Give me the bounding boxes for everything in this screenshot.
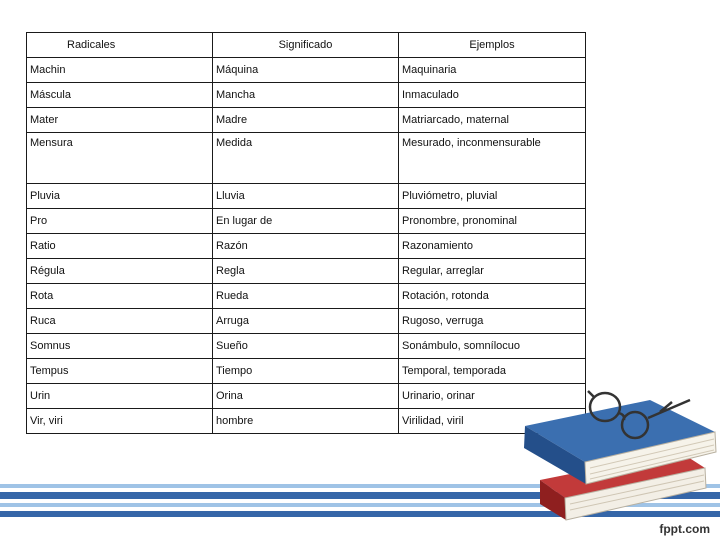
- books-with-glasses-icon: [500, 380, 720, 530]
- cell-ejemplos: Virilidad, viril: [399, 409, 586, 434]
- cell-ejemplos: Razonamiento: [399, 234, 586, 259]
- cell-ejemplos: Mesurado, inconmensurable: [399, 133, 586, 184]
- cell-significado: Regla: [213, 259, 399, 284]
- cell-radical: Machin: [27, 58, 213, 83]
- cell-radical: Tempus: [27, 359, 213, 384]
- cell-significado: Mancha: [213, 83, 399, 108]
- cell-ejemplos: Rugoso, verruga: [399, 309, 586, 334]
- table-header-row: [27, 33, 586, 58]
- cell-radical: Régula: [27, 259, 213, 284]
- cell-significado: Razón: [213, 234, 399, 259]
- cell-radical: Pro: [27, 209, 213, 234]
- cell-ejemplos: Urinario, orinar: [399, 384, 586, 409]
- cell-significado: Orina: [213, 384, 399, 409]
- cell-ejemplos: Rotación, rotonda: [399, 284, 586, 309]
- cell-ejemplos: Pronombre, pronominal: [399, 209, 586, 234]
- table-row: [27, 234, 586, 259]
- table-row: [27, 334, 586, 359]
- cell-significado: hombre: [213, 409, 399, 434]
- table-row: [27, 184, 586, 209]
- header-ejemplos: Ejemplos: [399, 33, 586, 58]
- cell-radical: Ratio: [27, 234, 213, 259]
- cell-ejemplos: Matriarcado, maternal: [399, 108, 586, 133]
- cell-significado: Medida: [213, 133, 399, 184]
- header-significado: Significado: [213, 33, 399, 58]
- cell-ejemplos: Temporal, temporada: [399, 359, 586, 384]
- cell-ejemplos: Regular, arreglar: [399, 259, 586, 284]
- table-row: [27, 209, 586, 234]
- cell-radical: Pluvia: [27, 184, 213, 209]
- cell-radical: Máscula: [27, 83, 213, 108]
- table-row: [27, 83, 586, 108]
- cell-radical: Urin: [27, 384, 213, 409]
- cell-significado: Arruga: [213, 309, 399, 334]
- cell-significado: Sueño: [213, 334, 399, 359]
- cell-significado: Madre: [213, 108, 399, 133]
- cell-significado: Máquina: [213, 58, 399, 83]
- cell-ejemplos: Pluviómetro, pluvial: [399, 184, 586, 209]
- table-row: [27, 309, 586, 334]
- table-row: [27, 284, 586, 309]
- cell-radical: Mater: [27, 108, 213, 133]
- table-row: [27, 259, 586, 284]
- watermark-text: fppt.com: [659, 522, 710, 536]
- cell-ejemplos: Inmaculado: [399, 83, 586, 108]
- cell-radical: Rota: [27, 284, 213, 309]
- cell-significado: Lluvia: [213, 184, 399, 209]
- cell-significado: Rueda: [213, 284, 399, 309]
- table-row: [27, 133, 586, 184]
- radicales-table: [26, 32, 586, 434]
- cell-radical: Somnus: [27, 334, 213, 359]
- table-row: [27, 58, 586, 83]
- cell-radical: Mensura: [27, 133, 213, 184]
- cell-radical: Ruca: [27, 309, 213, 334]
- cell-significado: En lugar de: [213, 209, 399, 234]
- cell-significado: Tiempo: [213, 359, 399, 384]
- header-radicales: Radicales: [27, 33, 213, 58]
- table-row: [27, 108, 586, 133]
- cell-ejemplos: Sonámbulo, somnílocuo: [399, 334, 586, 359]
- cell-radical: Vir, viri: [27, 409, 213, 434]
- cell-ejemplos: Maquinaria: [399, 58, 586, 83]
